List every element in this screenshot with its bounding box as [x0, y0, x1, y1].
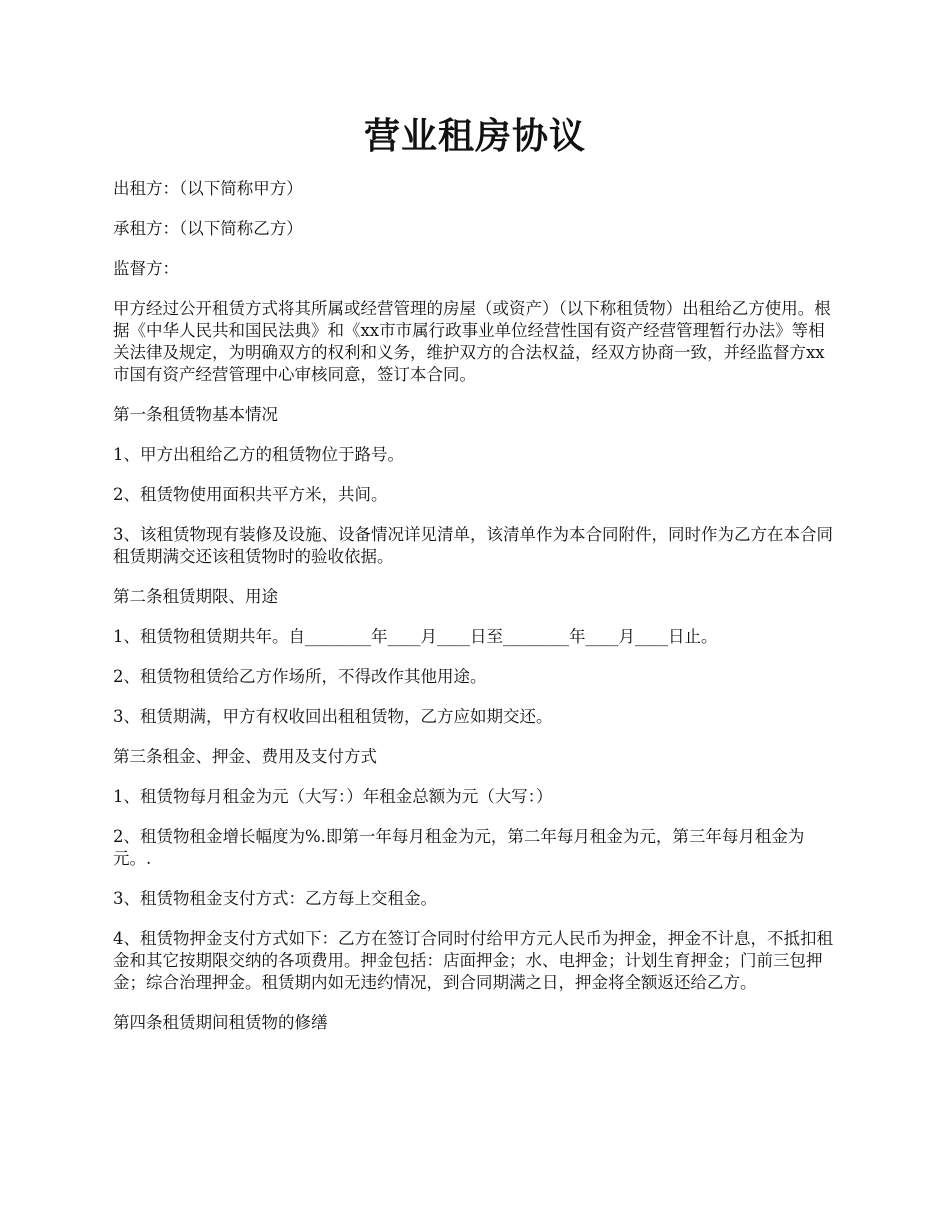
clause-2-1: 1、租赁物租赁期共年。自________年____月____日至________年____月____日止。 [113, 627, 718, 646]
section-heading-4: 第四条租赁期间租赁物的修缮 [113, 1013, 328, 1032]
party-lessee: 承租方：（以下简称乙方） [113, 219, 303, 238]
clause-1-3: 3、该租赁物现有装修及设施、设备情况详见清单，该清单作为本合同附件，同时作为乙方在本合同租赁期满交还该租赁物时的验收依据。 [113, 525, 833, 566]
clause-3-2: 2、租赁物租金增长幅度为%.即第一年每月租金为元，第二年每月租金为元，第三年每月租金为元。. [113, 827, 805, 868]
party-supervisor: 监督方： [113, 259, 179, 278]
clause-3-1: 1、租赁物每月租金为元（大写：）年租金总额为元（大写：） [113, 787, 553, 806]
section-heading-1: 第一条租赁物基本情况 [113, 405, 278, 424]
party-lessor: 出租方：（以下简称甲方） [113, 179, 303, 198]
document-body [113, 178, 837, 1052]
section-heading-3: 第三条租金、押金、费用及支付方式 [113, 747, 377, 766]
clause-1-1: 1、甲方出租给乙方的租赁物位于路号。 [113, 445, 404, 464]
preamble-paragraph: 甲方经过公开租赁方式将其所属或经营管理的房屋（或资产）（以下称租赁物）出租给乙方使用。根据《中华人民共和国民法典》和《xx市市属行政事业单位经营性国有资产经营管理暂行办法》等相关法律及规定，为明确双方的权利和义务，维护双方的合法权益，经双方协商一致，并经监督方xx市国有资产经营管理中心审核同意，签订本合同。 [113, 299, 831, 384]
clause-3-4: 4、租赁物押金支付方式如下：乙方在签订合同时付给甲方元人民币为押金，押金不计息，不抵扣租金和其它按期限交纳的各项费用。押金包括：店面押金；水、电押金；计划生育押金；门前三包押金；综合治理押金。租赁期内如无违约情况，到合同期满之日，押金将全额返还给乙方。 [113, 929, 833, 992]
section-heading-2: 第二条租赁期限、用途 [113, 587, 278, 606]
document-title: 营业租房协议 [363, 115, 586, 157]
clause-3-3: 3、租赁物租金支付方式：乙方每上交租金。 [113, 889, 437, 908]
clause-1-2: 2、租赁物使用面积共平方米，共间。 [113, 485, 388, 504]
clause-2-3: 3、租赁期满，甲方有权收回出租租赁物，乙方应如期交还。 [113, 707, 553, 726]
clause-2-2: 2、租赁物租赁给乙方作场所，不得改作其他用途。 [113, 667, 487, 686]
